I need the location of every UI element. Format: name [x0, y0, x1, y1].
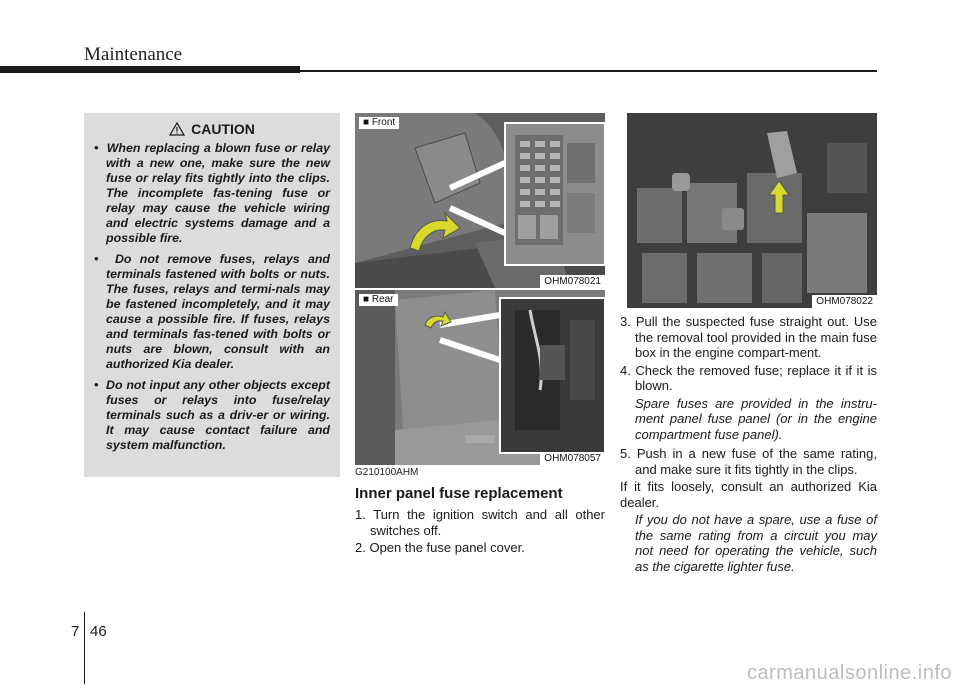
- front-photo-code: OHM078021: [540, 275, 605, 288]
- caution-item-3: • Do not input any other objects except fuses or relays into fuse/relay terminals such as a driv-er or wiring. It may cause contact failure and system malfunction.: [94, 378, 330, 453]
- warning-triangle-icon: [169, 122, 185, 136]
- step-3: 3. Pull the suspected fuse straight out. Use the removal tool provided in the main fuse box in the engine compart-ment.: [620, 314, 877, 360]
- engine-fuse-photo: [627, 113, 877, 308]
- header-rule-thin: [300, 70, 877, 72]
- step-1: 1. Turn the ignition switch and all other switches off.: [355, 507, 605, 538]
- page-number-divider: [84, 612, 85, 684]
- page-number: 46: [90, 623, 107, 640]
- section-title: Inner panel fuse replacement: [355, 485, 563, 502]
- rear-photo-illustration: [355, 290, 605, 465]
- rear-fuse-photo: [355, 288, 605, 465]
- section-column-left: [355, 467, 605, 558]
- engine-photo-code: OHM078022: [812, 295, 877, 308]
- loose-fit-paragraph: If it fits loosely, consult an authorized Kia dealer.: [620, 479, 877, 510]
- steps-left: [355, 507, 605, 556]
- rear-photo-code: OHM078057: [540, 452, 605, 465]
- caution-title: CAUTION: [191, 121, 255, 137]
- header-rule-thick: [0, 66, 300, 73]
- front-photo-label: ■ Front: [359, 117, 399, 129]
- caution-list: [94, 141, 330, 453]
- step-4: 4. Check the removed fuse; replace it if it is blown.: [620, 362, 877, 393]
- caution-item-1: • When replacing a blown fuse or relay with a new one, make sure the new fuse or relay fits tightly into the clips. The incomplete fas-tening fuse or relay may cause the vehicle wiring and electric systems damage and a possible fire.: [94, 141, 330, 246]
- page-header-title: Maintenance: [84, 44, 183, 65]
- front-fuse-photo: [355, 113, 605, 288]
- front-photo-illustration: [355, 113, 605, 288]
- caution-heading: [94, 121, 330, 137]
- step-5: 5. Push in a new fuse of the same rating, and make sure it fits tightly in the clips.: [620, 446, 877, 477]
- no-spare-note: If you do not have a spare, use a fuse of the same rating from a circuit you may not need for operating the vehicle, such as the cigarette lighter fuse.: [635, 512, 877, 574]
- watermark-text: carmanualsonline.info: [746, 662, 952, 684]
- spare-fuse-note: Spare fuses are provided in the instru-ment panel fuse panel (or in the engine compartment fuse panel).: [635, 395, 877, 442]
- section-column-right: [620, 314, 877, 574]
- section-ref-code: G210100AHM: [355, 467, 419, 478]
- rear-photo-label: ■ Rear: [359, 294, 398, 306]
- caution-box: [84, 113, 340, 477]
- chapter-number: 7: [71, 623, 80, 640]
- step-2: 2. Open the fuse panel cover.: [355, 540, 525, 555]
- engine-photo-illustration: [627, 113, 877, 308]
- caution-item-2: • Do not remove fuses, relays and terminals fastened with bolts or nuts. The fuses, relays and termi-nals may be fastened incompletely, and it may cause a possible fire. If fuses, relays and terminals fas-tened with bolts or nuts are blown, consult with an authorized Kia dealer.: [94, 252, 330, 372]
